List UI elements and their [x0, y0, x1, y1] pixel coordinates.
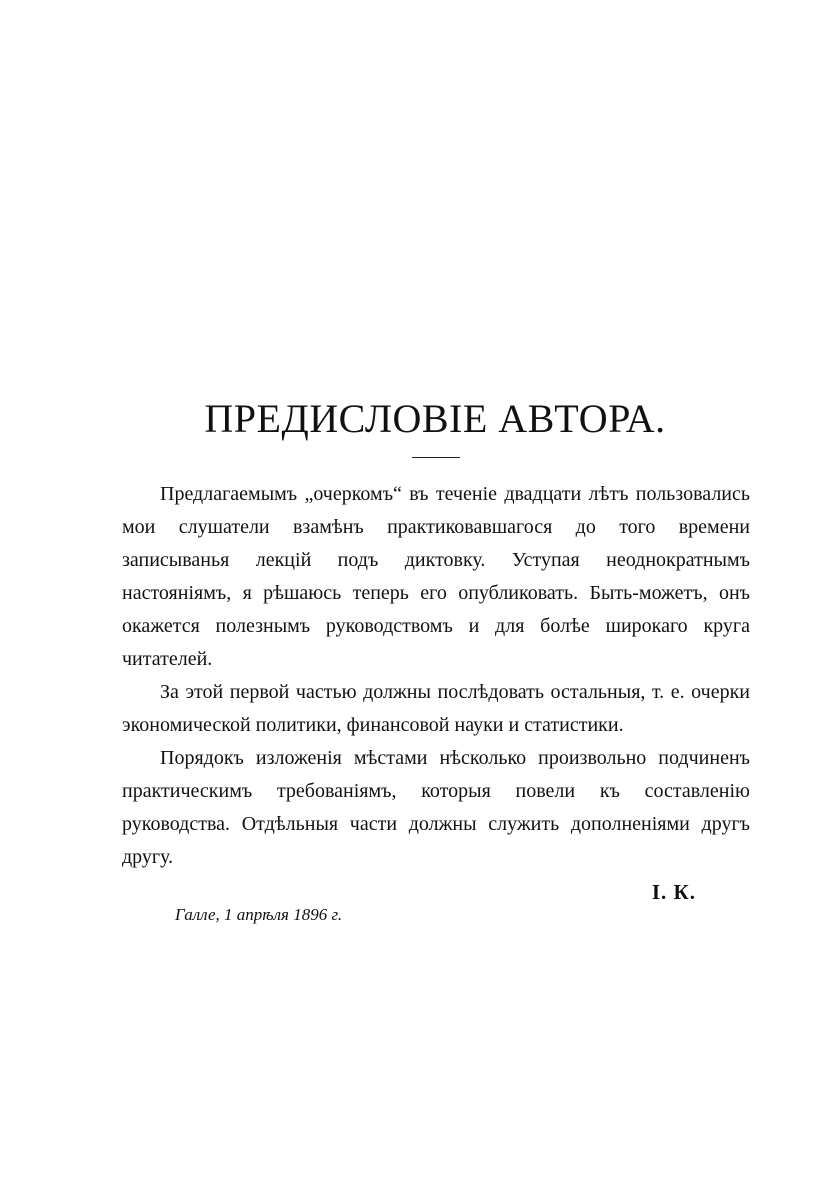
preface-body [122, 478, 750, 874]
paragraph-2: За этой первой частью должны послѣдовать остальныя, т. е. очерки экономической политики, финансовой науки и статистики. [122, 681, 750, 736]
paragraph-3: Порядокъ изложенія мѣстами нѣсколько произвольно подчиненъ практическимъ требованіямъ, которыя повели къ составленію руководства. Отдѣльныя части должны служить дополненіями другъ другу. [122, 747, 750, 868]
dateline: Галле, 1 апрѣля 1896 г. [175, 905, 343, 924]
page-title: ПРЕДИСЛОВІЕ АВТОРА. [204, 396, 666, 441]
paragraph-1: Предлагаемымъ „очеркомъ“ въ теченіе двадцати лѣтъ пользовались мои слушатели взамѣнъ практиковавшагося до того времени записыванья лекцій подъ диктовку. Уступая неоднократнымъ настояніямъ, я рѣшаюсь теперь его опубликовать. Быть-можетъ, онъ окажется полезнымъ руководствомъ и для болѣе широкаго круга читателей. [122, 483, 750, 670]
author-signature: I. К. [651, 880, 696, 904]
title-divider [412, 457, 460, 458]
